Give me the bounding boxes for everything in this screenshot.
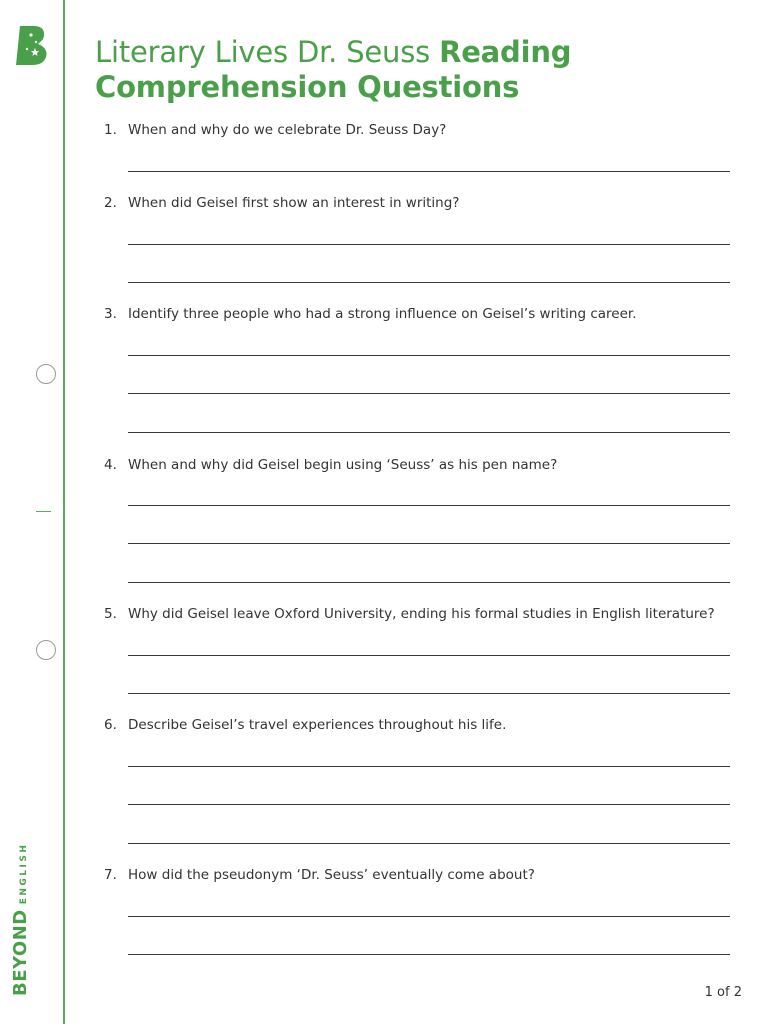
question-number: 4. — [104, 457, 117, 473]
brand-main-text: BEYOND — [10, 909, 31, 996]
question-number: 3. — [104, 306, 117, 322]
margin-rule — [63, 0, 65, 1024]
answer-line[interactable] — [128, 432, 730, 433]
answer-line[interactable] — [128, 505, 730, 506]
answer-line[interactable] — [128, 655, 730, 656]
question-number: 1. — [104, 122, 117, 138]
question-number: 5. — [104, 606, 117, 622]
answer-line[interactable] — [128, 693, 730, 694]
question-1 — [100, 121, 740, 139]
question-text: Why did Geisel leave Oxford University, ending his formal studies in English literature? — [128, 606, 715, 622]
answer-line[interactable] — [128, 171, 730, 172]
answer-line[interactable] — [128, 244, 730, 245]
title-light: Literary Lives Dr. Seuss — [95, 35, 440, 69]
question-3 — [100, 305, 740, 323]
answer-line[interactable] — [128, 282, 730, 283]
brand-sub-text: ENGLISH — [19, 842, 29, 905]
answer-line[interactable] — [128, 804, 730, 805]
answer-line[interactable] — [128, 543, 730, 544]
answer-line[interactable] — [128, 916, 730, 917]
question-number: 2. — [104, 195, 117, 211]
letter-b-star-logo — [14, 24, 50, 66]
worksheet-title — [95, 35, 735, 105]
answer-line[interactable] — [128, 355, 730, 356]
question-2 — [100, 194, 740, 212]
answer-line[interactable] — [128, 582, 730, 583]
title-bold: Reading Comprehension Questions — [95, 35, 572, 104]
fold-mark — [36, 511, 51, 512]
brand-wordmark — [10, 843, 31, 996]
question-text: When did Geisel first show an interest in writing? — [128, 195, 460, 211]
question-text: Identify three people who had a strong influence on Geisel’s writing career. — [128, 306, 637, 322]
question-text: How did the pseudonym ‘Dr. Seuss’ eventually come about? — [128, 867, 535, 883]
question-5 — [100, 605, 740, 623]
answer-line[interactable] — [128, 954, 730, 955]
question-text: Describe Geisel’s travel experiences throughout his life. — [128, 717, 507, 733]
question-text: When and why do we celebrate Dr. Seuss Day? — [128, 122, 447, 138]
answer-line[interactable] — [128, 843, 730, 844]
page-number: 1 of 2 — [704, 985, 742, 1000]
punch-hole-bottom — [36, 640, 56, 660]
question-number: 7. — [104, 867, 117, 883]
question-6 — [100, 716, 740, 734]
question-4 — [100, 456, 740, 474]
answer-line[interactable] — [128, 766, 730, 767]
question-text: When and why did Geisel begin using ‘Seuss’ as his pen name? — [128, 457, 558, 473]
question-number: 6. — [104, 717, 117, 733]
question-7 — [100, 866, 740, 884]
answer-line[interactable] — [128, 393, 730, 394]
punch-hole-top — [36, 364, 56, 384]
